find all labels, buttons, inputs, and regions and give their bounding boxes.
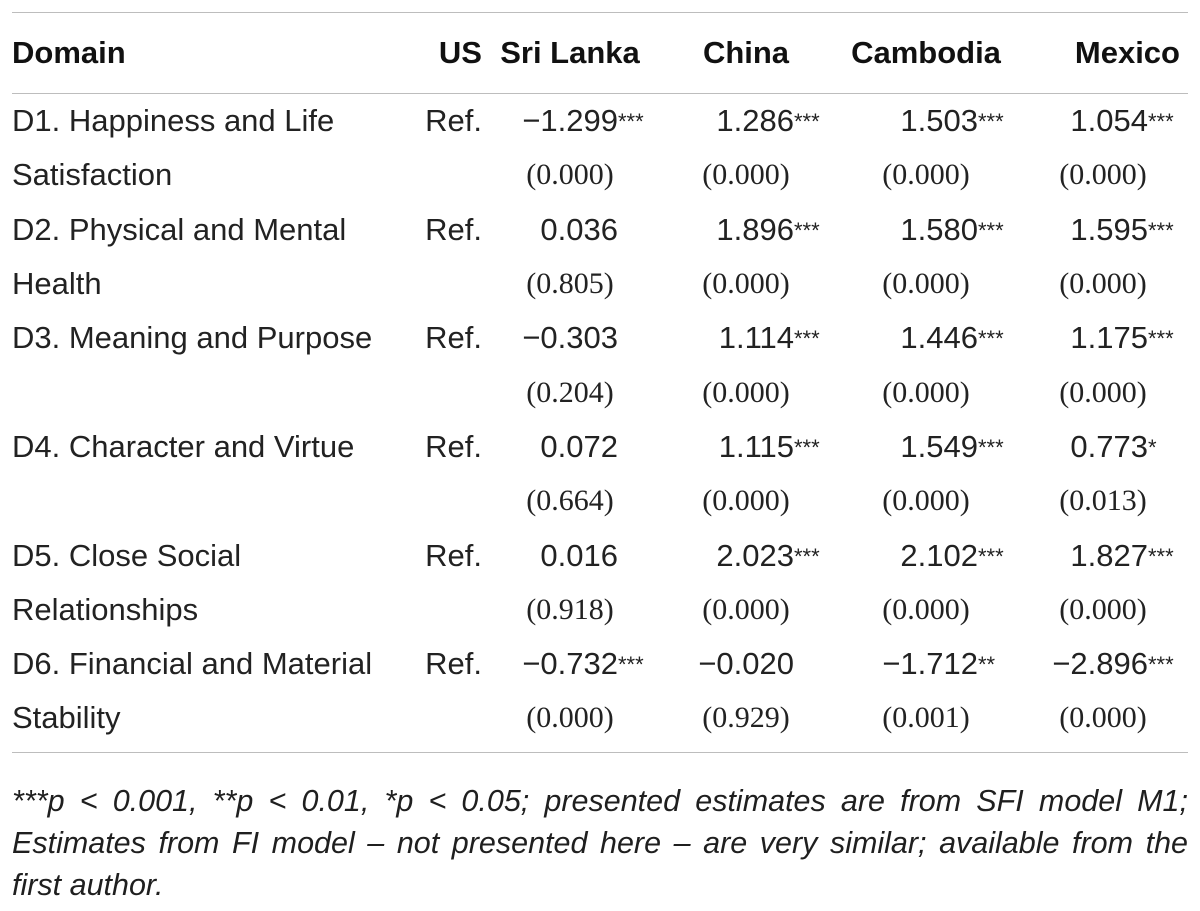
header-sri-lanka: Sri Lanka [500,35,640,70]
estimate-cell-china [658,311,834,365]
us-reference: Ref. [425,103,482,139]
estimate-value: 0.036 [540,211,618,247]
us-blank [416,148,482,202]
p-value-cambodia: (0.000) [882,267,970,301]
estimate-cell-sri-lanka [482,94,658,148]
p-value-china: (0.000) [702,484,790,518]
header-row [12,13,1188,93]
p-value-sri-lanka: (0.805) [526,267,614,301]
estimate-cell-china [658,203,834,257]
estimate-cell-mexico [1018,311,1188,365]
domain-label-continued: Relationships [12,591,199,627]
table-body [12,94,1188,746]
p-value-mexico: (0.000) [1059,158,1147,192]
table-row [12,637,1188,691]
domain-label: D5. Close Social [12,537,242,573]
significance-stars: *** [794,543,820,569]
significance-stars: *** [978,217,1004,243]
table-row [12,203,1188,257]
p-value-sri-lanka: (0.000) [526,158,614,192]
table-footnote: ***p < 0.001, **p < 0.01, *p < 0.05; presented estimates are from SFI model M1; Estimates from FI model – not presented here – are very similar; available from the first author. [12,784,1188,902]
estimate-cell-cambodia [834,94,1018,148]
estimate-value: 1.446 [900,320,978,356]
domain-label-continued [12,474,416,528]
p-value-cambodia: (0.000) [882,484,970,518]
domain-label-continued [12,365,416,419]
us-reference: Ref. [425,646,482,682]
table-row-pvalues [12,257,1188,311]
estimate-value: −1.299 [522,103,618,139]
significance-stars: *** [1148,109,1174,135]
domain-label-continued: Health [12,266,102,302]
significance-stars: *** [978,326,1004,352]
estimate-cell-sri-lanka [482,637,658,691]
domain-label-continued: Satisfaction [12,157,173,193]
p-value-sri-lanka: (0.664) [526,484,614,518]
p-value-sri-lanka: (0.000) [526,701,614,735]
table-row-pvalues [12,365,1188,419]
estimate-cell-sri-lanka [482,311,658,365]
header-us: US [438,35,482,70]
estimate-value: −0.732 [522,646,618,682]
estimate-value: −0.020 [698,646,794,682]
significance-stars: *** [1148,543,1174,569]
us-blank [416,583,482,637]
domain-label: D2. Physical and Mental [12,211,347,247]
estimate-value: −0.303 [522,320,618,356]
us-reference: Ref. [425,320,482,356]
estimate-value: 1.054 [1070,103,1148,139]
significance-stars: *** [618,109,644,135]
estimate-value: 0.016 [540,537,618,573]
domain-label: D1. Happiness and Life [12,103,335,139]
table-row-pvalues [12,474,1188,528]
p-value-cambodia: (0.000) [882,592,970,626]
estimate-value: 0.072 [540,428,618,464]
estimate-value: 1.827 [1070,537,1148,573]
table-row-pvalues [12,583,1188,637]
estimate-cell-china [658,420,834,474]
table-row-pvalues [12,691,1188,745]
estimate-value: 1.595 [1070,211,1148,247]
table-row-pvalues [12,148,1188,202]
estimate-cell-sri-lanka [482,203,658,257]
domain-label-continued: Stability [12,700,121,736]
estimate-cell-cambodia [834,311,1018,365]
estimate-cell-china [658,94,834,148]
estimate-cell-mexico [1018,420,1188,474]
significance-stars: *** [1148,217,1174,243]
header-mexico: Mexico [1074,35,1180,70]
header-cambodia: Cambodia [851,35,1001,70]
significance-stars: *** [978,109,1004,135]
estimate-value: 1.286 [716,103,794,139]
p-value-china: (0.000) [702,158,790,192]
table-row [12,420,1188,474]
significance-stars: *** [618,652,644,678]
us-blank [416,691,482,745]
estimate-value: 1.896 [716,211,794,247]
significance-stars: *** [978,434,1004,460]
p-value-mexico: (0.000) [1059,375,1147,409]
us-reference: Ref. [425,211,482,247]
estimate-value: 1.175 [1070,320,1148,356]
table-row [12,311,1188,365]
estimate-cell-cambodia [834,420,1018,474]
estimate-value: 2.102 [900,537,978,573]
p-value-mexico: (0.013) [1059,484,1147,518]
estimate-cell-mexico [1018,528,1188,582]
estimate-value: −1.712 [882,646,978,682]
header-china: China [702,35,790,70]
significance-stars: * [1148,434,1157,460]
p-value-cambodia: (0.000) [882,158,970,192]
estimate-cell-cambodia [834,637,1018,691]
estimate-cell-mexico [1018,203,1188,257]
estimate-cell-china [658,637,834,691]
results-table-container [12,12,1188,753]
estimate-cell-sri-lanka [482,420,658,474]
significance-stars: *** [794,434,820,460]
results-table [12,13,1188,746]
p-value-china: (0.000) [702,375,790,409]
significance-stars: *** [794,217,820,243]
estimate-value: 1.114 [718,320,794,356]
estimate-cell-cambodia [834,528,1018,582]
table-row [12,528,1188,582]
domain-label: D6. Financial and Material [12,646,373,682]
significance-stars: ** [978,652,996,678]
estimate-cell-sri-lanka [482,528,658,582]
significance-stars: *** [1148,326,1174,352]
p-value-cambodia: (0.001) [882,701,970,735]
p-value-mexico: (0.000) [1059,267,1147,301]
significance-stars: *** [1148,652,1174,678]
significance-stars: *** [794,326,820,352]
p-value-china: (0.929) [702,701,790,735]
significance-stars: *** [978,543,1004,569]
p-value-mexico: (0.000) [1059,592,1147,626]
p-value-china: (0.000) [702,592,790,626]
estimate-value: 2.023 [716,537,794,573]
us-reference: Ref. [425,428,482,464]
estimate-cell-china [658,528,834,582]
estimate-value: 1.580 [900,211,978,247]
p-value-china: (0.000) [702,267,790,301]
header-domain: Domain [12,35,126,70]
estimate-value: −2.896 [1052,646,1148,682]
us-reference: Ref. [425,537,482,573]
significance-stars: *** [794,109,820,135]
estimate-value: 1.115 [718,428,794,464]
p-value-mexico: (0.000) [1059,701,1147,735]
estimate-cell-cambodia [834,203,1018,257]
p-value-sri-lanka: (0.204) [526,375,614,409]
estimate-cell-mexico [1018,637,1188,691]
us-blank [416,474,482,528]
estimate-value: 1.549 [900,428,978,464]
p-value-cambodia: (0.000) [882,375,970,409]
estimate-value: 1.503 [900,103,978,139]
estimate-value: 0.773 [1070,428,1148,464]
us-blank [416,257,482,311]
estimate-cell-mexico [1018,94,1188,148]
p-value-sri-lanka: (0.918) [526,592,614,626]
table-row [12,94,1188,148]
bottom-rule [12,752,1188,753]
domain-label: D3. Meaning and Purpose [12,320,373,356]
us-blank [416,365,482,419]
domain-label: D4. Character and Virtue [12,428,355,464]
